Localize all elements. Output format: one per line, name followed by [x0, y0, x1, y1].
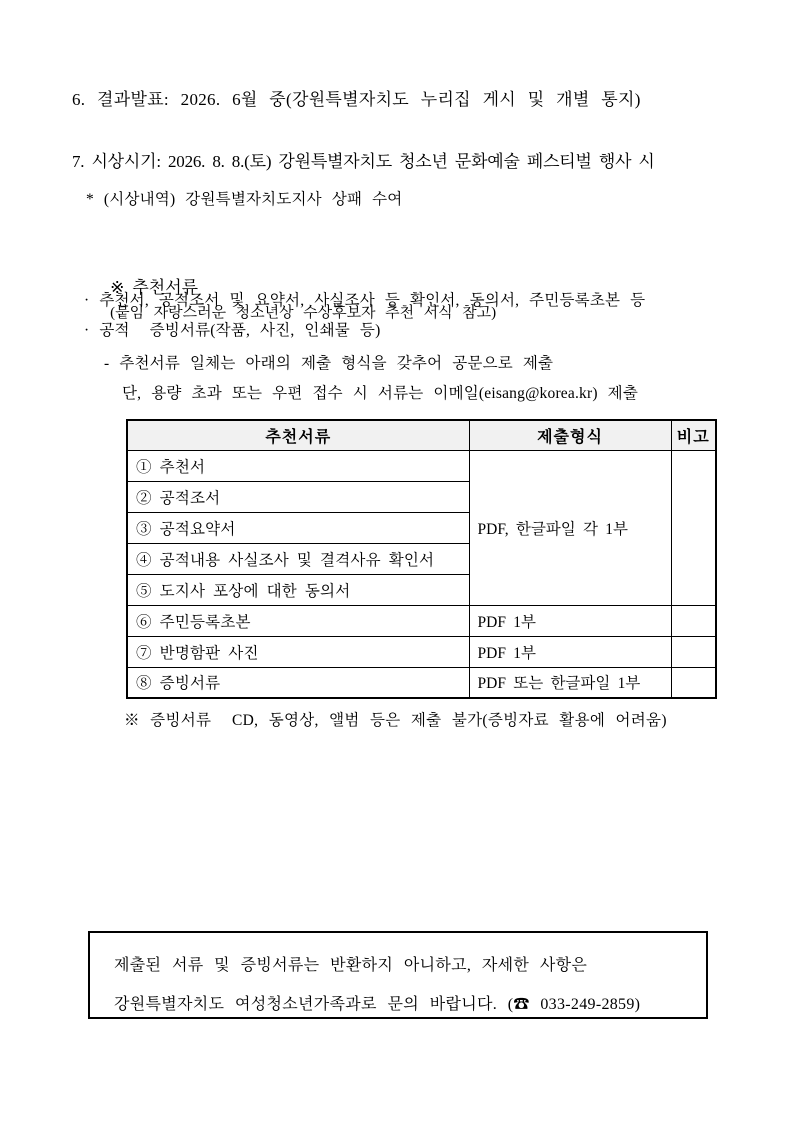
note-cell — [671, 636, 716, 667]
submission-format-note: - 추천서류 일체는 아래의 제출 형식을 갖추어 공문으로 제출 — [104, 355, 554, 372]
recommendation-docs-heading-title: 추천서류 — [132, 278, 199, 297]
recommendation-docs-heading-paren: (붙임 자랑스러운 청소년상 수상후보자 추천 서식 참고) — [110, 305, 497, 321]
contact-line-2-text: 강원특별자치도 여성청소년가족과로 문의 바랍니다. ( — [114, 996, 514, 1013]
doc-name-cell: ③ 공적요약서 — [127, 512, 469, 543]
doc-name-cell: ④ 공적내용 사실조사 및 결격사유 확인서 — [127, 543, 469, 574]
contact-info-box — [88, 931, 708, 1019]
table-row — [127, 605, 716, 636]
note-cell — [671, 667, 716, 698]
contact-line-2-close: ) — [634, 996, 641, 1013]
table-header-format: 제출형식 — [469, 420, 671, 450]
note-cell — [671, 605, 716, 636]
note-cell-merged — [671, 450, 716, 605]
format-cell: PDF 1부 — [469, 605, 671, 636]
table-row — [127, 667, 716, 698]
result-announcement-line: 6. 결과발표: 2026. 6월 중(강원특별자치도 누리집 게시 및 개별 통지) — [72, 90, 641, 109]
table-row — [127, 450, 716, 481]
award-detail-note: * (시상내역) 강원특별자치도지사 상패 수여 — [86, 191, 403, 208]
doc-name-cell: ① 추천서 — [127, 450, 469, 481]
docs-list-bullet-1: · 추천서, 공적조서 및 요약서, 사실조사 등 확인서, 동의서, 주민등록초본 등 — [84, 292, 646, 309]
submission-docs-table — [126, 419, 717, 699]
format-cell: PDF 또는 한글파일 1부 — [469, 667, 671, 698]
format-cell: PDF 1부 — [469, 636, 671, 667]
email-submission-note: 단, 용량 초과 또는 우편 접수 시 서류는 이메일(eisang@korea.kr) 제출 — [122, 385, 639, 402]
doc-name-cell: ② 공적조서 — [127, 481, 469, 512]
doc-name-cell: ⑦ 반명함판 사진 — [127, 636, 469, 667]
award-ceremony-line: 7. 시상시기: 2026. 8. 8.(토) 강원특별자치도 청소년 문화예술 페스티벌 행사 시 — [72, 152, 655, 171]
doc-name-cell: ⑤ 도지사 포상에 대한 동의서 — [127, 574, 469, 605]
docs-list-bullet-2: · 공적 증빙서류(작품, 사진, 인쇄물 등) — [84, 322, 381, 339]
doc-name-cell: ⑧ 증빙서류 — [127, 667, 469, 698]
table-header-row — [127, 420, 716, 450]
reference-mark-icon: ※ — [110, 278, 125, 297]
contact-line-2 — [114, 985, 706, 1024]
phone-icon: ☎ — [513, 996, 530, 1013]
table-header-note: 비고 — [671, 420, 716, 450]
table-row — [127, 636, 716, 667]
table-header-doc-name: 추천서류 — [127, 420, 469, 450]
cd-submission-restriction-note: ※ 증빙서류 CD, 동영상, 앨범 등은 제출 불가(증빙자료 활용에 어려움) — [124, 712, 667, 729]
doc-name-cell: ⑥ 주민등록초본 — [127, 605, 469, 636]
phone-number: 033-249-2859 — [529, 996, 635, 1013]
format-cell-merged: PDF, 한글파일 각 1부 — [469, 450, 671, 605]
contact-line-1: 제출된 서류 및 증빙서류는 반환하지 아니하고, 자세한 사항은 — [114, 957, 588, 974]
